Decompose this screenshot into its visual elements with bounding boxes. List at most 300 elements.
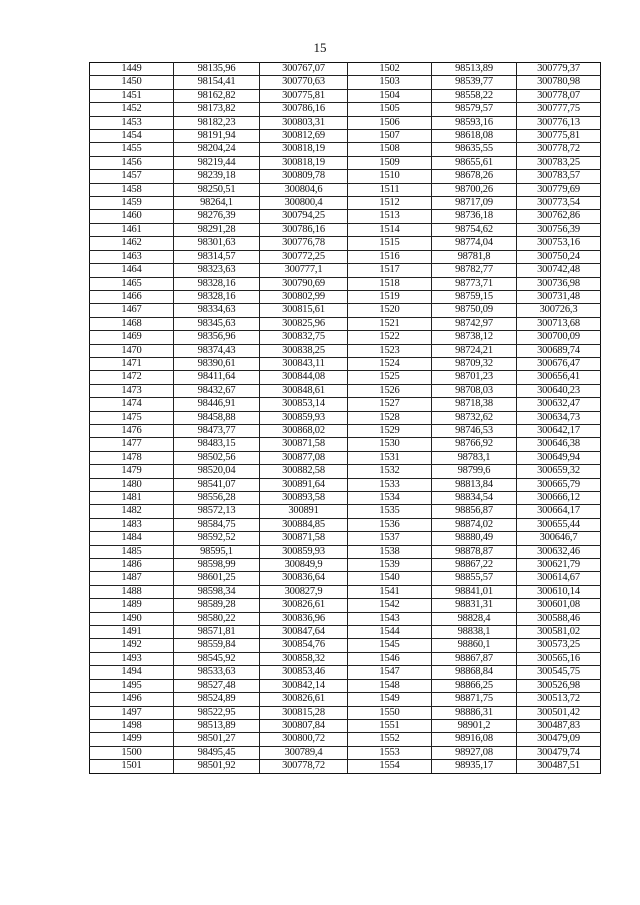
point-number-right-cell: 1508 [348,143,432,156]
point-number-left-cell: 1467 [90,304,174,317]
x-coordinate-left-cell: 98571,81 [174,626,260,639]
y-coordinate-left-cell: 300832,75 [260,331,348,344]
table-row [90,599,601,612]
point-number-right-cell: 1530 [348,438,432,451]
point-number-left-cell: 1456 [90,156,174,169]
y-coordinate-right-cell: 300479,09 [517,733,601,746]
y-coordinate-left-cell: 300790,69 [260,277,348,290]
x-coordinate-left-cell: 98524,89 [174,693,260,706]
x-coordinate-right-cell: 98799,6 [432,465,517,478]
y-coordinate-left-cell: 300775,81 [260,89,348,102]
y-coordinate-left-cell: 300891,64 [260,478,348,491]
x-coordinate-left-cell: 98580,22 [174,612,260,625]
x-coordinate-left-cell: 98390,61 [174,357,260,370]
x-coordinate-left-cell: 98483,15 [174,438,260,451]
coordinates-table-body [90,63,601,774]
table-row [90,746,601,759]
point-number-right-cell: 1510 [348,170,432,183]
x-coordinate-left-cell: 98584,75 [174,518,260,531]
x-coordinate-left-cell: 98356,96 [174,331,260,344]
x-coordinate-right-cell: 98759,15 [432,290,517,303]
x-coordinate-left-cell: 98301,63 [174,237,260,250]
x-coordinate-left-cell: 98135,96 [174,63,260,76]
x-coordinate-right-cell: 98927,08 [432,746,517,759]
point-number-right-cell: 1525 [348,371,432,384]
y-coordinate-right-cell: 300642,17 [517,424,601,437]
point-number-right-cell: 1519 [348,290,432,303]
y-coordinate-right-cell: 300700,09 [517,331,601,344]
point-number-left-cell: 1491 [90,626,174,639]
table-row [90,679,601,692]
x-coordinate-right-cell: 98871,75 [432,693,517,706]
y-coordinate-right-cell: 300513,72 [517,693,601,706]
point-number-left-cell: 1450 [90,76,174,89]
table-row [90,451,601,464]
point-number-left-cell: 1471 [90,357,174,370]
point-number-right-cell: 1504 [348,89,432,102]
x-coordinate-right-cell: 98782,77 [432,264,517,277]
point-number-left-cell: 1470 [90,344,174,357]
point-number-right-cell: 1512 [348,197,432,210]
y-coordinate-left-cell: 300836,64 [260,572,348,585]
y-coordinate-left-cell: 300853,46 [260,666,348,679]
y-coordinate-right-cell: 300581,02 [517,626,601,639]
point-number-right-cell: 1518 [348,277,432,290]
y-coordinate-right-cell: 300664,17 [517,505,601,518]
x-coordinate-right-cell: 98774,04 [432,237,517,250]
x-coordinate-right-cell: 98813,84 [432,478,517,491]
point-number-left-cell: 1457 [90,170,174,183]
y-coordinate-left-cell: 300859,93 [260,411,348,424]
point-number-right-cell: 1513 [348,210,432,223]
table-row [90,572,601,585]
x-coordinate-left-cell: 98154,41 [174,76,260,89]
x-coordinate-right-cell: 98724,21 [432,344,517,357]
y-coordinate-right-cell: 300676,47 [517,357,601,370]
point-number-right-cell: 1542 [348,599,432,612]
x-coordinate-left-cell: 98250,51 [174,183,260,196]
point-number-left-cell: 1473 [90,384,174,397]
y-coordinate-left-cell: 300815,61 [260,304,348,317]
point-number-right-cell: 1503 [348,76,432,89]
table-row [90,465,601,478]
point-number-left-cell: 1472 [90,371,174,384]
y-coordinate-left-cell: 300803,31 [260,116,348,129]
table-row [90,264,601,277]
x-coordinate-left-cell: 98446,91 [174,398,260,411]
point-number-right-cell: 1522 [348,331,432,344]
y-coordinate-right-cell: 300731,48 [517,290,601,303]
y-coordinate-right-cell: 300479,74 [517,746,601,759]
y-coordinate-right-cell: 300601,08 [517,599,601,612]
x-coordinate-left-cell: 98522,95 [174,706,260,719]
x-coordinate-left-cell: 98328,16 [174,290,260,303]
y-coordinate-left-cell: 300849,9 [260,559,348,572]
table-row [90,210,601,223]
y-coordinate-right-cell: 300762,86 [517,210,601,223]
y-coordinate-right-cell: 300736,98 [517,277,601,290]
y-coordinate-left-cell: 300786,16 [260,103,348,116]
point-number-left-cell: 1489 [90,599,174,612]
table-row [90,76,601,89]
table-row [90,357,601,370]
point-number-right-cell: 1532 [348,465,432,478]
table-row [90,545,601,558]
y-coordinate-left-cell: 300826,61 [260,599,348,612]
point-number-left-cell: 1464 [90,264,174,277]
point-number-left-cell: 1475 [90,411,174,424]
x-coordinate-left-cell: 98495,45 [174,746,260,759]
point-number-right-cell: 1517 [348,264,432,277]
table-row [90,626,601,639]
x-coordinate-left-cell: 98501,27 [174,733,260,746]
x-coordinate-right-cell: 98783,1 [432,451,517,464]
table-row [90,706,601,719]
y-coordinate-right-cell: 300632,47 [517,398,601,411]
y-coordinate-right-cell: 300487,51 [517,760,601,773]
y-coordinate-right-cell: 300777,75 [517,103,601,116]
x-coordinate-right-cell: 98742,97 [432,317,517,330]
table-row [90,237,601,250]
y-coordinate-right-cell: 300614,67 [517,572,601,585]
table-row [90,331,601,344]
y-coordinate-right-cell: 300487,83 [517,719,601,732]
x-coordinate-right-cell: 98867,22 [432,559,517,572]
x-coordinate-left-cell: 98374,43 [174,344,260,357]
point-number-left-cell: 1497 [90,706,174,719]
point-number-left-cell: 1458 [90,183,174,196]
x-coordinate-left-cell: 98501,92 [174,760,260,773]
y-coordinate-right-cell: 300646,38 [517,438,601,451]
y-coordinate-left-cell: 300871,58 [260,532,348,545]
x-coordinate-left-cell: 98182,23 [174,116,260,129]
x-coordinate-left-cell: 98513,89 [174,719,260,732]
x-coordinate-right-cell: 98558,22 [432,89,517,102]
x-coordinate-left-cell: 98173,82 [174,103,260,116]
point-number-left-cell: 1499 [90,733,174,746]
point-number-left-cell: 1465 [90,277,174,290]
point-number-right-cell: 1520 [348,304,432,317]
table-row [90,170,601,183]
table-row [90,639,601,652]
y-coordinate-right-cell: 300501,42 [517,706,601,719]
y-coordinate-left-cell: 300871,58 [260,438,348,451]
x-coordinate-right-cell: 98880,49 [432,532,517,545]
y-coordinate-left-cell: 300843,11 [260,357,348,370]
point-number-right-cell: 1552 [348,733,432,746]
y-coordinate-left-cell: 300853,14 [260,398,348,411]
x-coordinate-right-cell: 98701,23 [432,371,517,384]
point-number-left-cell: 1455 [90,143,174,156]
point-number-right-cell: 1548 [348,679,432,692]
point-number-left-cell: 1477 [90,438,174,451]
y-coordinate-left-cell: 300809,78 [260,170,348,183]
y-coordinate-right-cell: 300610,14 [517,585,601,598]
y-coordinate-left-cell: 300815,28 [260,706,348,719]
y-coordinate-right-cell: 300783,57 [517,170,601,183]
x-coordinate-left-cell: 98473,77 [174,424,260,437]
y-coordinate-left-cell: 300778,72 [260,760,348,773]
point-number-right-cell: 1536 [348,518,432,531]
y-coordinate-left-cell: 300770,63 [260,76,348,89]
point-number-right-cell: 1540 [348,572,432,585]
y-coordinate-right-cell: 300742,48 [517,264,601,277]
y-coordinate-left-cell: 300807,84 [260,719,348,732]
point-number-left-cell: 1476 [90,424,174,437]
table-row [90,733,601,746]
y-coordinate-left-cell: 300777,1 [260,264,348,277]
x-coordinate-left-cell: 98219,44 [174,156,260,169]
point-number-left-cell: 1496 [90,693,174,706]
x-coordinate-right-cell: 98866,25 [432,679,517,692]
x-coordinate-left-cell: 98276,39 [174,210,260,223]
y-coordinate-left-cell: 300802,99 [260,290,348,303]
point-number-right-cell: 1538 [348,545,432,558]
x-coordinate-right-cell: 98513,89 [432,63,517,76]
point-number-left-cell: 1481 [90,492,174,505]
x-coordinate-left-cell: 98291,28 [174,223,260,236]
x-coordinate-right-cell: 98834,54 [432,492,517,505]
y-coordinate-right-cell: 300621,79 [517,559,601,572]
y-coordinate-left-cell: 300859,93 [260,545,348,558]
point-number-right-cell: 1524 [348,357,432,370]
point-number-right-cell: 1535 [348,505,432,518]
y-coordinate-left-cell: 300812,69 [260,130,348,143]
point-number-left-cell: 1466 [90,290,174,303]
point-number-left-cell: 1474 [90,398,174,411]
y-coordinate-left-cell: 300848,61 [260,384,348,397]
point-number-left-cell: 1498 [90,719,174,732]
point-number-left-cell: 1452 [90,103,174,116]
point-number-right-cell: 1537 [348,532,432,545]
point-number-right-cell: 1534 [348,492,432,505]
x-coordinate-right-cell: 98754,62 [432,223,517,236]
point-number-left-cell: 1500 [90,746,174,759]
y-coordinate-right-cell: 300634,73 [517,411,601,424]
point-number-right-cell: 1531 [348,451,432,464]
table-row [90,612,601,625]
x-coordinate-left-cell: 98264,1 [174,197,260,210]
point-number-right-cell: 1543 [348,612,432,625]
point-number-left-cell: 1494 [90,666,174,679]
x-coordinate-left-cell: 98598,99 [174,559,260,572]
y-coordinate-right-cell: 300640,23 [517,384,601,397]
table-row [90,156,601,169]
y-coordinate-left-cell: 300786,16 [260,223,348,236]
y-coordinate-left-cell: 300836,96 [260,612,348,625]
x-coordinate-right-cell: 98732,62 [432,411,517,424]
x-coordinate-right-cell: 98781,8 [432,250,517,263]
table-row [90,492,601,505]
table-row [90,505,601,518]
point-number-right-cell: 1551 [348,719,432,732]
y-coordinate-left-cell: 300827,9 [260,585,348,598]
y-coordinate-left-cell: 300818,19 [260,143,348,156]
table-row [90,652,601,665]
x-coordinate-right-cell: 98746,53 [432,424,517,437]
x-coordinate-left-cell: 98314,57 [174,250,260,263]
point-number-right-cell: 1545 [348,639,432,652]
x-coordinate-left-cell: 98541,07 [174,478,260,491]
table-row [90,277,601,290]
point-number-right-cell: 1541 [348,585,432,598]
point-number-right-cell: 1533 [348,478,432,491]
y-coordinate-left-cell: 300858,32 [260,652,348,665]
table-row [90,63,601,76]
y-coordinate-right-cell: 300756,39 [517,223,601,236]
point-number-right-cell: 1554 [348,760,432,773]
y-coordinate-left-cell: 300818,19 [260,156,348,169]
y-coordinate-right-cell: 300783,25 [517,156,601,169]
x-coordinate-right-cell: 98678,26 [432,170,517,183]
y-coordinate-right-cell: 300588,46 [517,612,601,625]
x-coordinate-right-cell: 98841,01 [432,585,517,598]
x-coordinate-left-cell: 98533,63 [174,666,260,679]
table-row [90,719,601,732]
y-coordinate-right-cell: 300778,72 [517,143,601,156]
table-row [90,304,601,317]
table-row [90,585,601,598]
x-coordinate-right-cell: 98838,1 [432,626,517,639]
y-coordinate-right-cell: 300656,41 [517,371,601,384]
x-coordinate-right-cell: 98579,57 [432,103,517,116]
y-coordinate-left-cell: 300854,76 [260,639,348,652]
x-coordinate-left-cell: 98411,64 [174,371,260,384]
x-coordinate-right-cell: 98766,92 [432,438,517,451]
x-coordinate-right-cell: 98736,18 [432,210,517,223]
table-row [90,317,601,330]
x-coordinate-right-cell: 98868,84 [432,666,517,679]
x-coordinate-left-cell: 98572,13 [174,505,260,518]
point-number-right-cell: 1549 [348,693,432,706]
y-coordinate-right-cell: 300753,16 [517,237,601,250]
point-number-right-cell: 1515 [348,237,432,250]
x-coordinate-left-cell: 98520,04 [174,465,260,478]
x-coordinate-left-cell: 98334,63 [174,304,260,317]
y-coordinate-right-cell: 300775,81 [517,130,601,143]
point-number-left-cell: 1490 [90,612,174,625]
y-coordinate-right-cell: 300776,13 [517,116,601,129]
x-coordinate-right-cell: 98539,77 [432,76,517,89]
table-row [90,143,601,156]
point-number-right-cell: 1514 [348,223,432,236]
x-coordinate-right-cell: 98635,55 [432,143,517,156]
point-number-right-cell: 1506 [348,116,432,129]
table-row [90,183,601,196]
table-row [90,424,601,437]
point-number-left-cell: 1478 [90,451,174,464]
point-number-right-cell: 1516 [348,250,432,263]
point-number-left-cell: 1493 [90,652,174,665]
x-coordinate-right-cell: 98717,09 [432,197,517,210]
x-coordinate-left-cell: 98328,16 [174,277,260,290]
x-coordinate-right-cell: 98655,61 [432,156,517,169]
table-row [90,559,601,572]
table-row [90,666,601,679]
table-row [90,371,601,384]
x-coordinate-left-cell: 98595,1 [174,545,260,558]
x-coordinate-right-cell: 98874,02 [432,518,517,531]
y-coordinate-left-cell: 300800,72 [260,733,348,746]
table-row [90,438,601,451]
x-coordinate-right-cell: 98856,87 [432,505,517,518]
x-coordinate-left-cell: 98323,63 [174,264,260,277]
x-coordinate-left-cell: 98502,56 [174,451,260,464]
y-coordinate-right-cell: 300526,98 [517,679,601,692]
x-coordinate-left-cell: 98162,82 [174,89,260,102]
point-number-right-cell: 1511 [348,183,432,196]
y-coordinate-right-cell: 300649,94 [517,451,601,464]
x-coordinate-right-cell: 98831,31 [432,599,517,612]
y-coordinate-right-cell: 300779,37 [517,63,601,76]
x-coordinate-right-cell: 98750,09 [432,304,517,317]
point-number-left-cell: 1454 [90,130,174,143]
x-coordinate-left-cell: 98191,94 [174,130,260,143]
point-number-right-cell: 1553 [348,746,432,759]
y-coordinate-right-cell: 300778,07 [517,89,601,102]
y-coordinate-right-cell: 300565,16 [517,652,601,665]
table-row [90,116,601,129]
point-number-right-cell: 1544 [348,626,432,639]
y-coordinate-right-cell: 300773,54 [517,197,601,210]
y-coordinate-left-cell: 300877,08 [260,451,348,464]
x-coordinate-left-cell: 98601,25 [174,572,260,585]
point-number-left-cell: 1462 [90,237,174,250]
point-number-left-cell: 1460 [90,210,174,223]
y-coordinate-left-cell: 300772,25 [260,250,348,263]
point-number-left-cell: 1469 [90,331,174,344]
y-coordinate-right-cell: 300666,12 [517,492,601,505]
point-number-left-cell: 1486 [90,559,174,572]
y-coordinate-left-cell: 300891 [260,505,348,518]
y-coordinate-right-cell: 300646,7 [517,532,601,545]
point-number-right-cell: 1546 [348,652,432,665]
y-coordinate-right-cell: 300632,46 [517,545,601,558]
x-coordinate-right-cell: 98593,16 [432,116,517,129]
table-row [90,518,601,531]
y-coordinate-left-cell: 300767,07 [260,63,348,76]
x-coordinate-right-cell: 98916,08 [432,733,517,746]
y-coordinate-left-cell: 300800,4 [260,197,348,210]
x-coordinate-left-cell: 98592,52 [174,532,260,545]
table-row [90,290,601,303]
point-number-right-cell: 1509 [348,156,432,169]
point-number-left-cell: 1453 [90,116,174,129]
table-row [90,532,601,545]
point-number-right-cell: 1527 [348,398,432,411]
x-coordinate-right-cell: 98618,08 [432,130,517,143]
table-row [90,223,601,236]
y-coordinate-right-cell: 300545,75 [517,666,601,679]
point-number-right-cell: 1526 [348,384,432,397]
point-number-right-cell: 1507 [348,130,432,143]
table-row [90,760,601,773]
point-number-left-cell: 1495 [90,679,174,692]
x-coordinate-right-cell: 98700,26 [432,183,517,196]
x-coordinate-left-cell: 98559,84 [174,639,260,652]
point-number-left-cell: 1463 [90,250,174,263]
x-coordinate-left-cell: 98239,18 [174,170,260,183]
point-number-left-cell: 1487 [90,572,174,585]
y-coordinate-left-cell: 300789,4 [260,746,348,759]
y-coordinate-right-cell: 300779,69 [517,183,601,196]
point-number-left-cell: 1479 [90,465,174,478]
x-coordinate-left-cell: 98345,63 [174,317,260,330]
table-row [90,478,601,491]
y-coordinate-right-cell: 300713,68 [517,317,601,330]
point-number-left-cell: 1483 [90,518,174,531]
y-coordinate-right-cell: 300655,44 [517,518,601,531]
